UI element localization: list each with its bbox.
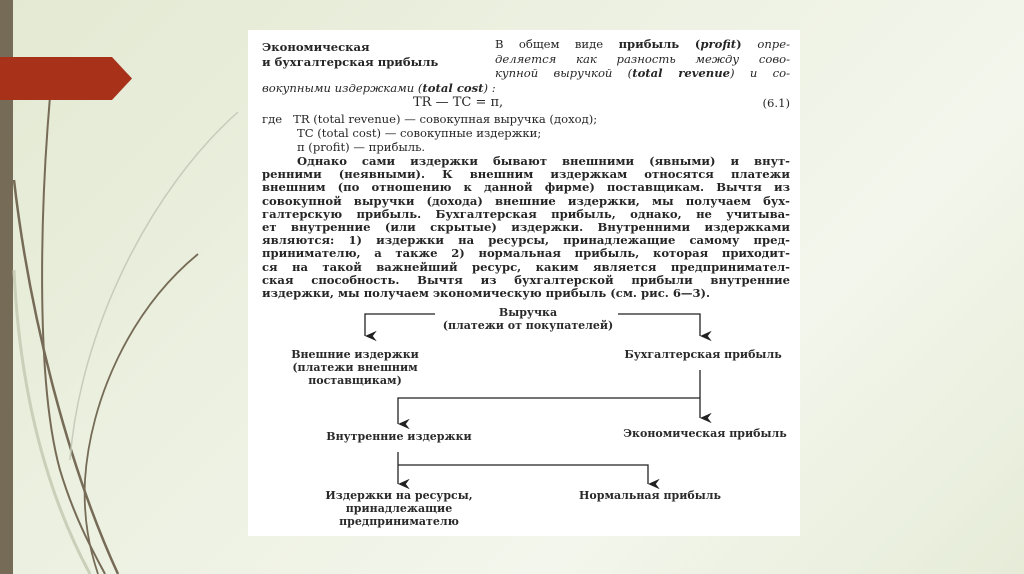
- text: купной выручкой (: [495, 66, 633, 80]
- node-economic-profit: Экономическая прибыль: [623, 427, 787, 440]
- paragraph-line: ренними (неявными). К внешним издержкам относятся платежи: [262, 167, 790, 182]
- paragraph-line: издержки, мы получаем экономическую прибыль (см. рис. 6—3).: [262, 286, 711, 300]
- section-heading-1: Экономическая: [262, 40, 370, 54]
- text: Издержки на ресурсы,: [325, 489, 473, 502]
- intro-line-2: деляется как разность между сово-: [495, 52, 790, 66]
- text: (платежи внешним: [292, 361, 418, 374]
- text: прибыль (: [618, 37, 701, 51]
- text: вокупными издержками (: [262, 81, 423, 95]
- paragraph-line: являются: 1) издержки на ресурсы, принадлежащие самому пред-: [262, 233, 790, 248]
- formula-number: (6.1): [762, 96, 790, 110]
- scanned-textbook-page: [248, 30, 800, 536]
- node-resource-costs: [325, 489, 472, 528]
- text: принадлежащие: [345, 502, 453, 515]
- text: опре-: [757, 37, 790, 51]
- paragraph-line: галтерскую прибыль. Бухгалтерская прибыль, однако, не учитыва-: [262, 206, 790, 221]
- paragraph-line: ская способность. Вычтя из бухгалтерской прибыли внутренние: [262, 272, 790, 287]
- text: ) и со-: [730, 66, 790, 80]
- title-arrow-shape: [0, 57, 132, 100]
- text: Выручка: [498, 306, 558, 319]
- paragraph-line: принимателю, а также 2) нормальная прибыль, которая приходит-: [262, 246, 790, 261]
- node-external-costs: [291, 348, 419, 387]
- node-revenue: [443, 306, 614, 332]
- node-accounting-profit: Бухгалтерская прибыль: [624, 348, 782, 361]
- paragraph-line: внешним (по отношению к данной фирме) поставщикам. Вычтя из: [262, 180, 790, 195]
- text: В общем виде: [495, 37, 619, 51]
- section-heading-2: и бухгалтерская прибыль: [262, 55, 439, 69]
- text: ): [736, 37, 758, 51]
- text: ) :: [483, 81, 496, 95]
- flow-diagram-connectors: [248, 30, 800, 536]
- where-line-3: π (profit) — прибыль.: [297, 140, 426, 154]
- text: total revenue: [632, 66, 731, 80]
- text: total cost: [422, 81, 484, 95]
- paragraph-line: ет внутренние (или скрытые) издержки. Внутренними издержками: [262, 220, 790, 234]
- node-normal-profit: Нормальная прибыль: [579, 489, 721, 502]
- where-line-1: где TR (total revenue) — совокупная выручка (доход);: [262, 112, 598, 126]
- node-internal-costs: Внутренние издержки: [326, 430, 472, 443]
- text: поставщикам): [308, 374, 402, 387]
- paragraph-line: Однако сами издержки бывают внешними (явными) и внут-: [297, 154, 790, 168]
- paragraph-line: ся на такой важнейший ресурс, каким является предпринимател-: [262, 259, 790, 274]
- where-line-2: TC (total cost) — совокупные издержки;: [297, 126, 542, 140]
- paragraph-line: совокупной выручки (дохода) внешние издержки, мы получаем бух-: [262, 193, 790, 208]
- text: предпринимателю: [339, 515, 459, 528]
- text: profit: [700, 37, 737, 51]
- text: Внешние издержки: [291, 348, 419, 361]
- formula: TR — TC = π,: [413, 95, 504, 110]
- text: (платежи от покупателей): [442, 319, 614, 332]
